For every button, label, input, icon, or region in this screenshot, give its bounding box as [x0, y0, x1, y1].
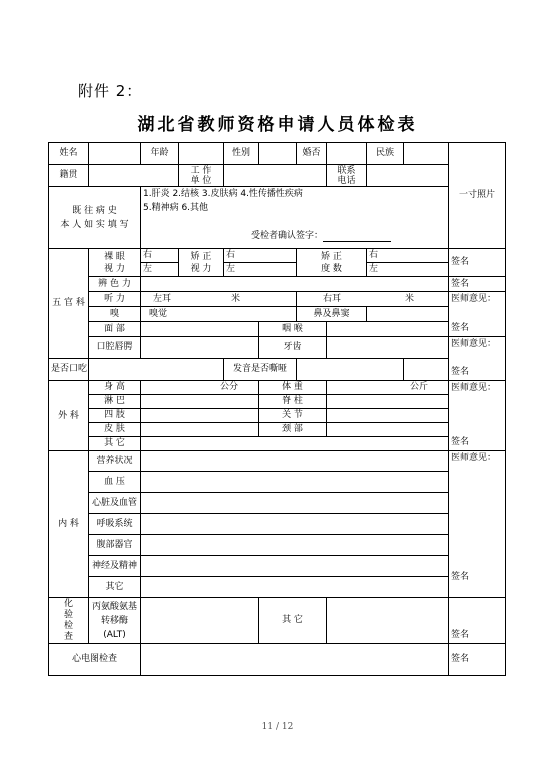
throat-field[interactable] [327, 322, 449, 337]
contact-label: 联系 电话 [327, 165, 367, 187]
stutter-label: 是否口吃 [49, 359, 89, 381]
lips-field[interactable] [141, 337, 259, 359]
spine-label: 脊 柱 [259, 395, 327, 409]
surgery-other-field[interactable] [141, 437, 449, 451]
voice-label: 发音是否嘶哑 [224, 359, 297, 381]
color-vision-field[interactable] [141, 277, 449, 292]
skin-field[interactable] [141, 423, 259, 437]
ent-opinion[interactable]: 医师意见： 签名 [449, 292, 506, 337]
teeth-field[interactable] [327, 337, 449, 359]
contact-field[interactable] [367, 165, 449, 187]
voice-field[interactable] [297, 359, 404, 381]
weight-field[interactable]: 公斤 [327, 381, 449, 395]
right-ear-field[interactable]: 右耳 米 [297, 292, 449, 307]
bp-label: 血 压 [89, 472, 141, 493]
photo-box[interactable]: 一寸照片 [449, 143, 506, 249]
nutrition-field[interactable] [141, 451, 449, 472]
weight-label: 体 重 [259, 381, 327, 395]
gender-field[interactable] [259, 143, 297, 165]
page-number: 11 / 12 [261, 722, 294, 732]
age-field[interactable] [179, 143, 224, 165]
resp-label: 呼吸系统 [89, 514, 141, 535]
lab-other-field[interactable] [327, 598, 449, 644]
surgery-other-label: 其 它 [89, 437, 141, 451]
history-label: 既 往 病 史 本 人 如 实 填 写 [49, 187, 141, 249]
limbs-field[interactable] [141, 409, 259, 423]
neck-label: 颈 部 [259, 423, 327, 437]
gender-label: 性别 [224, 143, 259, 165]
color-signature[interactable]: 签名 [449, 277, 506, 292]
joints-label: 关 节 [259, 409, 327, 423]
marital-field[interactable] [327, 143, 367, 165]
corrected-left[interactable]: 左 [224, 263, 297, 277]
ethnicity-label: 民族 [367, 143, 404, 165]
stutter-field[interactable] [89, 359, 224, 381]
face-field[interactable] [141, 322, 259, 337]
limbs-label: 四 肢 [89, 409, 141, 423]
lab-section-label: 化 验 检 查 [49, 598, 89, 644]
ecg-field[interactable] [141, 644, 449, 676]
age-label: 年龄 [141, 143, 179, 165]
attachment-label: 附件 2： [78, 82, 143, 100]
marital-label: 婚否 [297, 143, 327, 165]
smell-field[interactable]: 嗅觉 [141, 307, 297, 322]
alt-field[interactable] [141, 598, 259, 644]
lymph-label: 淋 巴 [89, 395, 141, 409]
degree-right[interactable]: 右 [367, 249, 449, 263]
corrected-vision-label: 矫 正 视 力 [179, 249, 224, 277]
naked-right[interactable]: 右 [141, 249, 179, 263]
health-check-form [48, 142, 506, 676]
nose-label: 鼻及鼻窦 [297, 307, 367, 322]
origin-label: 籍贯 [49, 165, 89, 187]
name-label: 姓名 [49, 143, 89, 165]
eye-signature[interactable]: 签名 [449, 249, 506, 277]
history-items-1: 1.肝炎 2.结核 3.皮肤病 4.性传播性疾病 [143, 189, 303, 199]
neuro-field[interactable] [141, 556, 449, 577]
oral-opinion[interactable]: 医师意见： 签名 [449, 337, 506, 381]
lips-label: 口腔唇腭 [89, 337, 141, 359]
smell-label: 嗅 [89, 307, 141, 322]
heart-label: 心脏及血管 [89, 493, 141, 514]
height-field[interactable]: 公分 [141, 381, 259, 395]
lab-other-label: 其 它 [259, 598, 327, 644]
signature-line [323, 232, 391, 242]
surgery-opinion[interactable]: 医师意见： 签名 [449, 381, 506, 451]
ethnicity-field[interactable] [404, 143, 449, 165]
form-title: 湖北省教师资格申请人员体检表 [137, 115, 418, 135]
nutrition-label: 营养状况 [89, 451, 141, 472]
name-field[interactable] [89, 143, 141, 165]
ecg-signature[interactable]: 签名 [449, 644, 506, 676]
internal-opinion[interactable]: 医师意见： 签名 [449, 451, 506, 598]
bp-field[interactable] [141, 472, 449, 493]
internal-other-field[interactable] [141, 577, 449, 598]
ent-section-label: 五 官 科 [49, 249, 89, 359]
abdomen-label: 腹部器官 [89, 535, 141, 556]
face-label: 面 部 [89, 322, 141, 337]
skin-label: 皮 肤 [89, 423, 141, 437]
confirm-label: 受检者确认签字： [251, 231, 324, 241]
internal-other-label: 其它 [89, 577, 141, 598]
naked-vision-label: 裸 眼 视 力 [89, 249, 141, 277]
color-vision-label: 辨 色 力 [89, 277, 141, 292]
naked-left[interactable]: 左 [141, 263, 179, 277]
internal-section-label: 内 科 [49, 451, 89, 598]
abdomen-field[interactable] [141, 535, 449, 556]
alt-label: 丙氨酸氨基 转移酶(ALT) [89, 598, 141, 644]
work-unit-label: 工 作 单 位 [179, 165, 224, 187]
nose-field[interactable] [367, 307, 449, 322]
history-items-2: 5.精神病 6.其他 [143, 203, 209, 213]
heart-field[interactable] [141, 493, 449, 514]
joints-field[interactable] [327, 409, 449, 423]
confirm-signature[interactable] [251, 231, 391, 242]
lymph-field[interactable] [141, 395, 259, 409]
resp-field[interactable] [141, 514, 449, 535]
lab-signature[interactable]: 签名 [449, 598, 506, 644]
work-unit-field[interactable] [224, 165, 327, 187]
degree-left[interactable]: 左 [367, 263, 449, 277]
neuro-label: 神经及精神 [89, 556, 141, 577]
origin-field[interactable] [89, 165, 179, 187]
surgery-section-label: 外 科 [49, 381, 89, 451]
height-label: 身 高 [89, 381, 141, 395]
corrected-right[interactable]: 右 [224, 249, 297, 263]
degree-label: 矫 正 度 数 [297, 249, 367, 277]
ecg-label: 心电图检查 [49, 644, 141, 676]
throat-label: 咽 喉 [259, 322, 327, 337]
teeth-label: 牙齿 [259, 337, 327, 359]
neck-field[interactable] [327, 423, 449, 437]
spine-field[interactable] [327, 395, 449, 409]
left-ear-field[interactable]: 左耳 米 [141, 292, 297, 307]
hearing-label: 听 力 [89, 292, 141, 307]
